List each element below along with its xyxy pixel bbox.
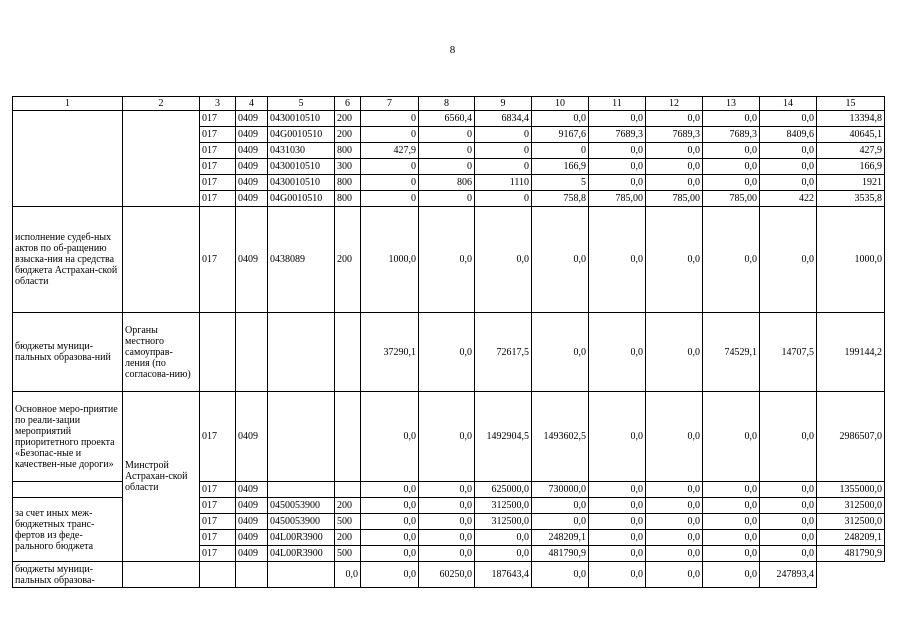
table-cell: 0,0 (646, 313, 703, 392)
table-cell: 200 (335, 127, 361, 143)
table-cell: 0409 (236, 175, 268, 191)
table-cell: 7689,3 (703, 127, 760, 143)
table-cell: 0,0 (361, 498, 419, 514)
row-org-empty (123, 207, 200, 313)
column-header: 4 (236, 97, 268, 111)
table-cell: 0,0 (589, 143, 646, 159)
table-cell: 0 (475, 143, 532, 159)
table-cell: 60250,0 (419, 562, 475, 588)
table-cell: 0,0 (419, 514, 475, 530)
table-cell: 0 (361, 159, 419, 175)
table-row (13, 111, 885, 127)
table-cell (236, 562, 268, 588)
table-cell: 017 (200, 530, 236, 546)
table-cell: 0,0 (703, 175, 760, 191)
table-row (13, 392, 885, 482)
table-cell: 1355000,0 (817, 482, 885, 498)
table-cell: 0,0 (589, 111, 646, 127)
table-cell: 1921 (817, 175, 885, 191)
column-header: 2 (123, 97, 200, 111)
table-cell: 0 (419, 143, 475, 159)
table-cell: 0438089 (268, 207, 335, 313)
table-cell: 0,0 (760, 159, 817, 175)
table-cell: 0,0 (361, 562, 419, 588)
table-cell: 0,0 (760, 530, 817, 546)
table-body (13, 97, 885, 588)
table-cell: 0,0 (589, 482, 646, 498)
table-cell (268, 392, 335, 482)
table-cell: 0,0 (589, 546, 646, 562)
table-cell: 7689,3 (646, 127, 703, 143)
table-cell: 200 (335, 498, 361, 514)
table-cell: 0,0 (589, 498, 646, 514)
table-cell: 427,9 (817, 143, 885, 159)
table-cell: 0450053900 (268, 498, 335, 514)
table-cell: 6560,4 (419, 111, 475, 127)
table-cell: 0,0 (475, 530, 532, 546)
table-cell: 0,0 (589, 313, 646, 392)
table-cell: 0 (361, 111, 419, 127)
column-header: 3 (200, 97, 236, 111)
table-cell: 0,0 (475, 207, 532, 313)
table-cell: 312500,0 (475, 514, 532, 530)
table-cell: 0,0 (361, 392, 419, 482)
table-cell: 017 (200, 111, 236, 127)
table-cell: 017 (200, 514, 236, 530)
row-label: за счет иных меж-бюджетных транс-фертов из феде-рального бюджета (13, 498, 123, 562)
table-cell: 13394,8 (817, 111, 885, 127)
table-cell: 0,0 (703, 546, 760, 562)
table-cell: 0,0 (646, 207, 703, 313)
table-cell: 0430010510 (268, 111, 335, 127)
table-cell: 785,00 (703, 191, 760, 207)
table-cell: 0,0 (589, 562, 646, 588)
table-cell: 0 (361, 191, 419, 207)
table-cell: 5 (532, 175, 589, 191)
table-cell (123, 562, 200, 588)
table-cell: 0,0 (589, 207, 646, 313)
table-cell: 017 (200, 498, 236, 514)
table-cell: 481790,9 (817, 546, 885, 562)
row-org: Органы местного самоуправ-ления (по согласова-нию) (123, 313, 200, 392)
table-cell: 0,0 (532, 562, 589, 588)
table-cell: 0,0 (703, 159, 760, 175)
table-cell: 800 (335, 143, 361, 159)
table-cell: 0,0 (760, 175, 817, 191)
table-cell: 500 (335, 546, 361, 562)
row-label: бюджеты муници-пальных образова-ний (13, 313, 123, 392)
table-cell: 0 (419, 191, 475, 207)
table-cell: 0,0 (589, 530, 646, 546)
table-cell: 312500,0 (817, 514, 885, 530)
table-cell: 0,0 (646, 392, 703, 482)
table-cell: 04G0010510 (268, 127, 335, 143)
table-cell: 0409 (236, 207, 268, 313)
table-cell: 730000,0 (532, 482, 589, 498)
table-cell: 0409 (236, 498, 268, 514)
table-cell: 248209,1 (817, 530, 885, 546)
column-header: 5 (268, 97, 335, 111)
table-cell: 0,0 (760, 498, 817, 514)
table-cell: 017 (200, 392, 236, 482)
table-cell: 74529,1 (703, 313, 760, 392)
table-cell (335, 313, 361, 392)
table-cell: 0,0 (703, 392, 760, 482)
row-label: исполнение судеб-ных актов по об-ращению взыска-ния на средства бюджета Астрахан-ской области (13, 207, 123, 313)
row-label: Основное меро-приятие по реали-зации мероприятий приоритетного проекта «Безопас-ные и качествен-ные дороги» (13, 392, 123, 482)
table-cell: 0409 (236, 530, 268, 546)
page-number: 8 (449, 44, 456, 56)
table-cell: 800 (335, 191, 361, 207)
table-cell: 017 (200, 159, 236, 175)
table-cell: 0,0 (646, 175, 703, 191)
column-header: 12 (646, 97, 703, 111)
table-cell: 0,0 (760, 546, 817, 562)
table-cell: 0,0 (361, 482, 419, 498)
table-cell: 0,0 (703, 111, 760, 127)
table-cell: 422 (760, 191, 817, 207)
table-cell: 0409 (236, 127, 268, 143)
table-cell: 0 (475, 159, 532, 175)
table-cell: 806 (419, 175, 475, 191)
table-cell: 0,0 (646, 498, 703, 514)
table-cell (268, 562, 335, 588)
table-cell: 0,0 (760, 207, 817, 313)
table-cell: 0409 (236, 159, 268, 175)
table-cell: 1110 (475, 175, 532, 191)
table-cell (236, 313, 268, 392)
row-label: бюджеты муници-пальных образова- (13, 562, 123, 588)
table-cell: 0,0 (646, 514, 703, 530)
table-cell: 0409 (236, 111, 268, 127)
table-cell: 0430010510 (268, 175, 335, 191)
table-cell: 1492904,5 (475, 392, 532, 482)
table-cell: 0,0 (703, 530, 760, 546)
column-header: 15 (817, 97, 885, 111)
table-row (13, 562, 885, 588)
column-header: 13 (703, 97, 760, 111)
table-cell: 0,0 (419, 313, 475, 392)
table-cell: 0,0 (703, 143, 760, 159)
budget-table (12, 96, 885, 588)
table-cell: 500 (335, 514, 361, 530)
table-cell: 0,0 (760, 392, 817, 482)
table-cell: 14707,5 (760, 313, 817, 392)
table-cell: 200 (335, 530, 361, 546)
table-cell: 0,0 (335, 562, 361, 588)
table-cell: 0,0 (361, 514, 419, 530)
table-cell: 0,0 (532, 514, 589, 530)
table-cell: 0409 (236, 143, 268, 159)
table-cell: 017 (200, 143, 236, 159)
table-cell: 0,0 (646, 562, 703, 588)
table-cell: 0,0 (589, 392, 646, 482)
table-cell: 0,0 (419, 530, 475, 546)
table-cell: 0430010510 (268, 159, 335, 175)
table-cell: 9167,6 (532, 127, 589, 143)
table-cell: 0409 (236, 191, 268, 207)
table-cell: 0,0 (361, 530, 419, 546)
table-cell (335, 392, 361, 482)
table-cell: 0 (361, 175, 419, 191)
table-cell: 0,0 (532, 111, 589, 127)
table-cell: 0,0 (419, 546, 475, 562)
column-header: 9 (475, 97, 532, 111)
column-header: 7 (361, 97, 419, 111)
table-cell: 0 (532, 143, 589, 159)
table-cell: 0,0 (589, 514, 646, 530)
table-cell: 0431030 (268, 143, 335, 159)
table-cell: 0,0 (419, 207, 475, 313)
column-header: 10 (532, 97, 589, 111)
table-cell: 0,0 (532, 313, 589, 392)
table-cell: 0,0 (419, 498, 475, 514)
table-cell: 0,0 (703, 207, 760, 313)
table-cell: 312500,0 (475, 498, 532, 514)
table-cell: 3535,8 (817, 191, 885, 207)
table-cell: 0,0 (361, 546, 419, 562)
table-cell: 0450053900 (268, 514, 335, 530)
table-cell (335, 482, 361, 498)
table-cell: 04L00R3900 (268, 530, 335, 546)
table-cell: 017 (200, 207, 236, 313)
table-cell: 8409,6 (760, 127, 817, 143)
table-cell: 0409 (236, 514, 268, 530)
table-cell: 0 (475, 191, 532, 207)
table-cell: 0,0 (703, 562, 760, 588)
table-cell: 0 (475, 127, 532, 143)
table-cell: 427,9 (361, 143, 419, 159)
table-cell: 785,00 (589, 191, 646, 207)
table-cell: 2986507,0 (817, 392, 885, 482)
table-cell: 199144,2 (817, 313, 885, 392)
table-cell: 0409 (236, 392, 268, 482)
table-cell: 0,0 (703, 514, 760, 530)
table-cell: 248209,1 (532, 530, 589, 546)
table-cell: 785,00 (646, 191, 703, 207)
table-cell: 166,9 (817, 159, 885, 175)
table-cell: 0,0 (703, 498, 760, 514)
table-cell: 0,0 (589, 159, 646, 175)
table-cell: 37290,1 (361, 313, 419, 392)
table-cell: 04G0010510 (268, 191, 335, 207)
table-cell: 1000,0 (361, 207, 419, 313)
table-cell: 017 (200, 175, 236, 191)
column-header: 6 (335, 97, 361, 111)
table-cell: 0,0 (646, 482, 703, 498)
table-cell: 017 (200, 482, 236, 498)
table-cell: 166,9 (532, 159, 589, 175)
column-header: 8 (419, 97, 475, 111)
table-cell: 0,0 (419, 482, 475, 498)
table-cell: 200 (335, 207, 361, 313)
table-cell: 200 (335, 111, 361, 127)
row-label-empty (13, 482, 123, 498)
table-cell: 0,0 (646, 530, 703, 546)
table-cell: 247893,4 (760, 562, 817, 588)
table-cell: 72617,5 (475, 313, 532, 392)
table-cell: 312500,0 (817, 498, 885, 514)
column-header: 14 (760, 97, 817, 111)
table-cell: 6834,4 (475, 111, 532, 127)
table-cell: 300 (335, 159, 361, 175)
table-cell: 800 (335, 175, 361, 191)
table-cell (268, 482, 335, 498)
table-cell: 7689,3 (589, 127, 646, 143)
table-cell (200, 562, 236, 588)
table-cell: 04L00R3900 (268, 546, 335, 562)
table-cell: 0 (361, 127, 419, 143)
table-row (13, 207, 885, 313)
table-cell: 40645,1 (817, 127, 885, 143)
table-cell: 0,0 (532, 498, 589, 514)
table-cell: 0,0 (760, 111, 817, 127)
table-cell: 0,0 (760, 514, 817, 530)
table-cell: 0,0 (646, 111, 703, 127)
table-cell: 017 (200, 191, 236, 207)
table-cell: 0 (419, 159, 475, 175)
table-row (13, 313, 885, 392)
row-label-empty (13, 111, 123, 207)
table-cell: 625000,0 (475, 482, 532, 498)
table-cell: 1493602,5 (532, 392, 589, 482)
table-cell: 0,0 (532, 207, 589, 313)
table-cell: 0409 (236, 482, 268, 498)
table-cell: 481790,9 (532, 546, 589, 562)
table-cell: 0,0 (646, 159, 703, 175)
table-cell: 0,0 (760, 143, 817, 159)
table-cell: 0,0 (419, 392, 475, 482)
table-cell: 0,0 (646, 546, 703, 562)
table-cell: 017 (200, 127, 236, 143)
table-row (13, 97, 885, 111)
table-cell: 187643,4 (475, 562, 532, 588)
table-cell (200, 313, 236, 392)
column-header: 11 (589, 97, 646, 111)
row-org: Минстрой Астрахан-ской области (123, 392, 200, 562)
table-cell: 017 (200, 546, 236, 562)
table-cell: 1000,0 (817, 207, 885, 313)
row-org-empty (123, 111, 200, 207)
table-cell: 0,0 (589, 175, 646, 191)
table-cell: 0409 (236, 546, 268, 562)
table-cell: 0,0 (475, 546, 532, 562)
table-cell: 0,0 (760, 482, 817, 498)
table-cell (268, 313, 335, 392)
table-cell: 0,0 (703, 482, 760, 498)
table-cell: 0,0 (646, 143, 703, 159)
column-header: 1 (13, 97, 123, 111)
table-cell: 0 (419, 127, 475, 143)
table-cell: 758,8 (532, 191, 589, 207)
